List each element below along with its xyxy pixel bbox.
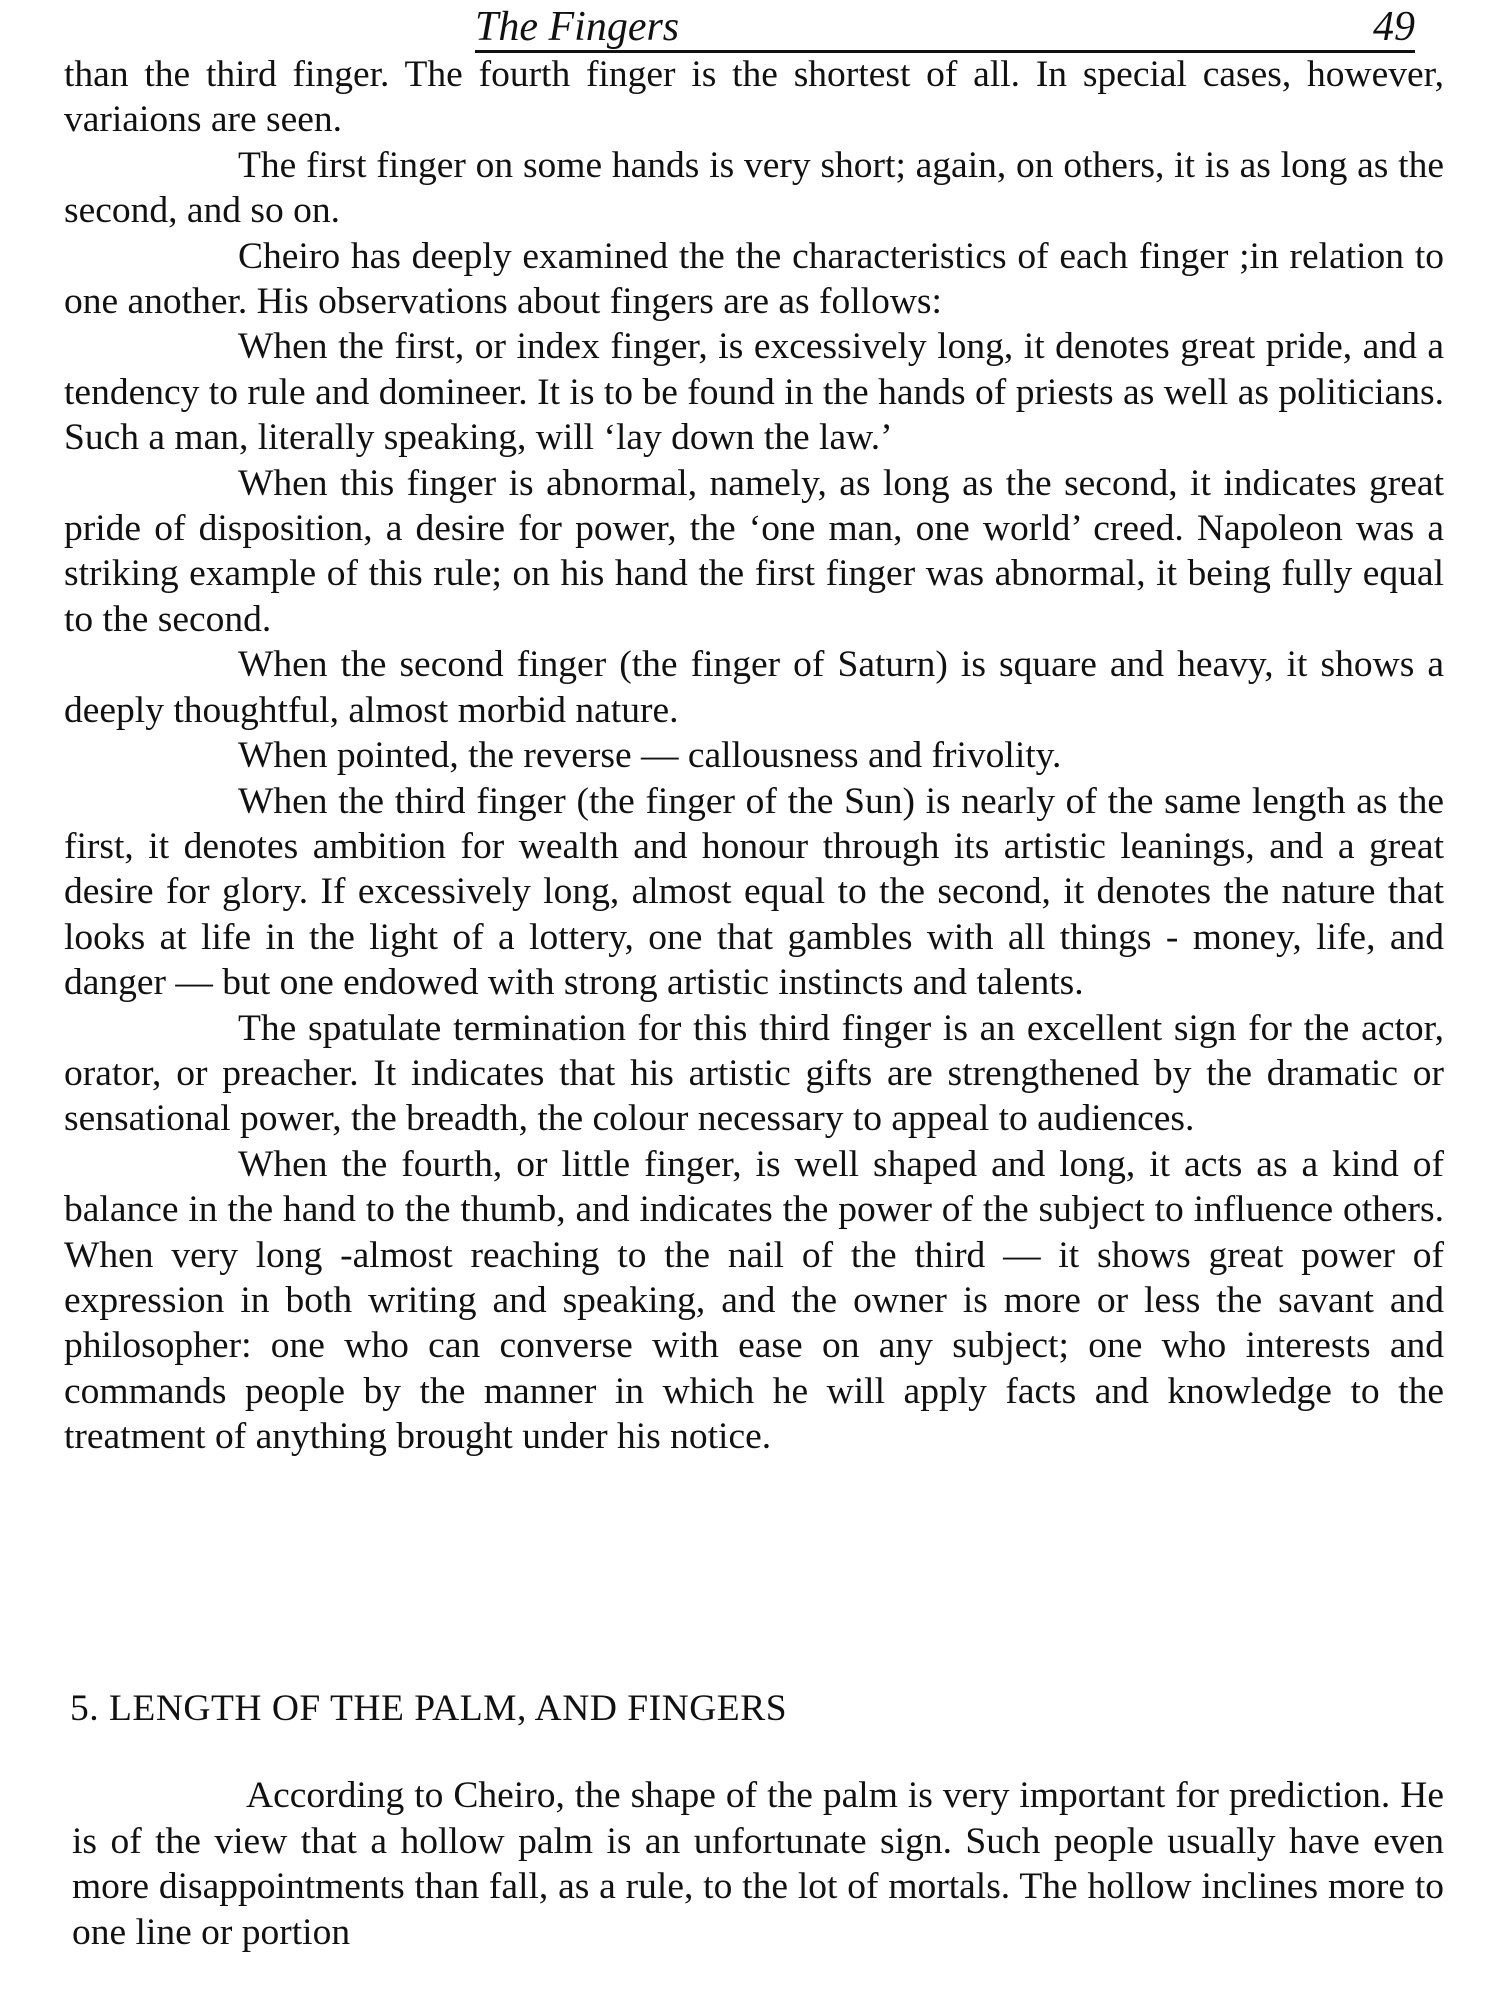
page-number: 49 xyxy=(1373,4,1415,50)
paragraph: When pointed, the reverse — callousness and frivolity. xyxy=(238,735,1062,777)
paragraph: When the first, or index finger, is excessively long, it denotes great pride, and a tendency to rule and domineer. It is to be found in the hands of priests as well as politicians. Such a man, literally speaking, will ‘lay down the law.’ xyxy=(64,326,1444,459)
paragraph: When the third finger (the finger of the Sun) is nearly of the same length as the first, it denotes ambition for wealth and honour through its artistic leanings, and a great desire for glory. If excessively long, almost equal to the second, it denotes the nature that looks at life in the light of a lottery, one that gambles with all things - money, life, and danger — but one endowed with strong artistic instincts and talents. xyxy=(64,780,1444,1004)
paragraph: According to Cheiro, the shape of the palm is very important for prediction. He is of the view that a hollow palm is an unfortunate sign. Such people usually have even more disappointments than fall, as a rule, to the lot of mortals. The hollow inclines more to one line or portion xyxy=(72,1775,1444,1953)
paragraph: When the fourth, or little finger, is well shaped and long, it acts as a kind of balance in the hand to the thumb, and indicates the power of the subject to influence others. When very long -almost reaching to the nail of the third — it shows great power of expression in both writing and speaking, and the owner is more or less the savant and philosopher: one who can converse with ease on any subject; one who interests and commands people by the manner in which he will apply facts and knowledge to the treatment of anything brought under his notice. xyxy=(64,1143,1444,1458)
body-text xyxy=(64,52,1444,1460)
paragraph: The spatulate termination for this third finger is an excellent sign for the actor, orator, or preacher. It indicates that his artistic gifts are strengthened by the dramatic or sensational power, the breadth, the colour necessary to appeal to audiences. xyxy=(64,1007,1444,1140)
paragraph: When the second finger (the finger of Saturn) is square and heavy, it shows a deeply thoughtful, almost morbid nature. xyxy=(64,644,1444,731)
section-heading: 5. LENGTH OF THE PALM, AND FINGERS xyxy=(70,1688,788,1729)
section-text xyxy=(72,1773,1444,1955)
paragraph: Cheiro has deeply examined the the characteristics of each finger ;in relation to one another. His observations about fingers are as follows: xyxy=(64,235,1444,323)
paragraph: than the third finger. The fourth finger is the shortest of all. In special cases, however, variaions are seen. xyxy=(64,54,1444,141)
running-header xyxy=(475,4,1415,53)
paragraph: When this finger is abnormal, namely, as long as the second, it indicates great pride of disposition, a desire for power, the ‘one man, one world’ creed. Napoleon was a striking example of this rule; on his hand the first finger was abnormal, it being fully equal to the second. xyxy=(64,462,1444,640)
running-title: The Fingers xyxy=(475,4,680,50)
paragraph: The first finger on some hands is very short; again, on others, it is as long as the second, and so on. xyxy=(64,144,1444,232)
